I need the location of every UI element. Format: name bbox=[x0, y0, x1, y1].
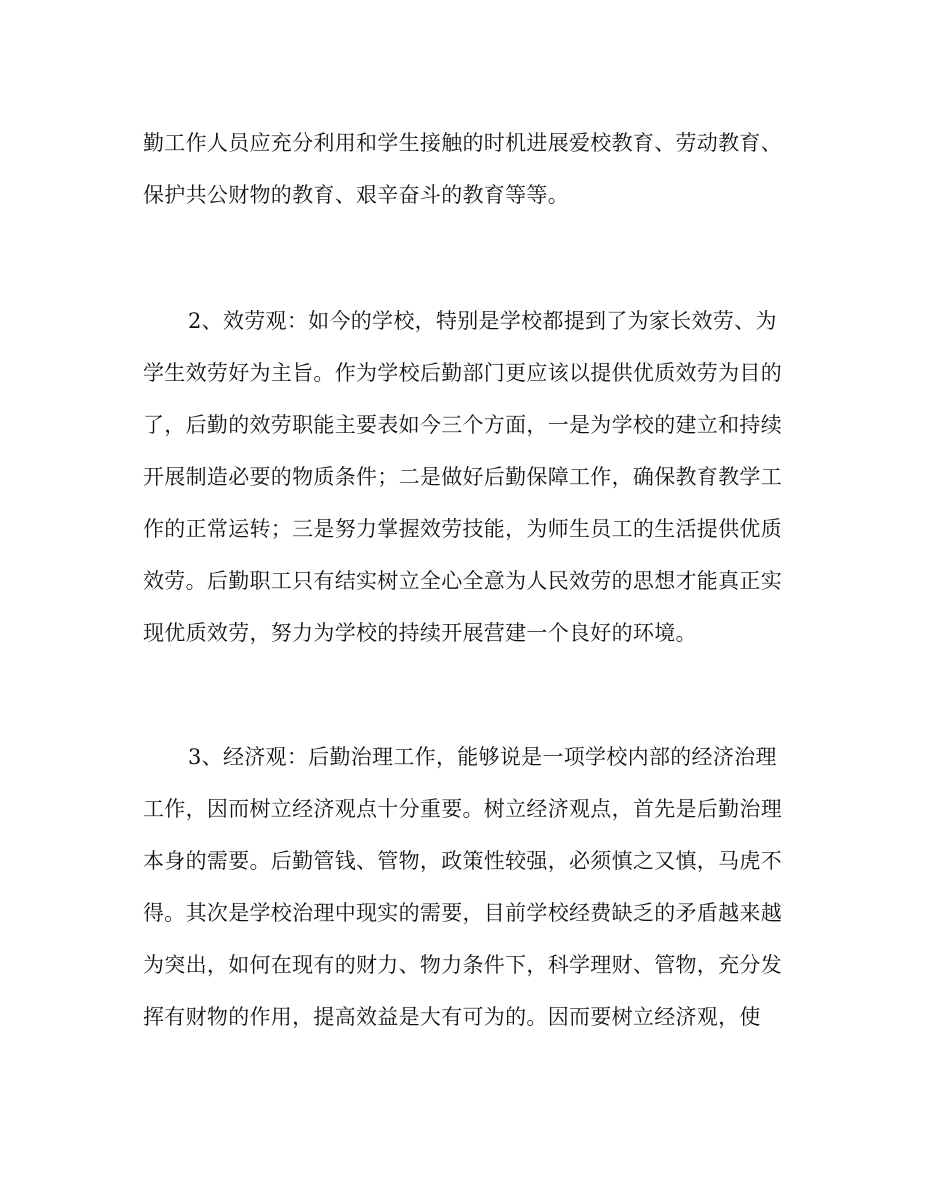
text-line: 挥有财物的作用，提高效益是大有可为的。因而要树立经济观，使 bbox=[143, 1005, 761, 1029]
text-line: 得。其次是学校治理中现实的需要，目前学校经费缺乏的矛盾越来越 bbox=[143, 901, 782, 925]
text-line: 保护共公财物的教育、艰辛奋斗的教育等等。 bbox=[143, 183, 569, 207]
text-line: 开展制造必要的物质条件；二是做好后勤保障工作，确保教育教学工 bbox=[143, 465, 782, 489]
text-line: 工作，因而树立经济观点十分重要。树立经济观点，首先是后勤治理 bbox=[143, 797, 782, 821]
text-line: 2、效劳观：如今的学校，特别是学校都提到了为家长效劳、为 bbox=[188, 309, 777, 333]
text-line: 学生效劳好为主旨。作为学校后勤部门更应该以提供优质效劳为目的 bbox=[143, 361, 782, 385]
text-line: 3、经济观：后勤治理工作，能够说是一项学校内部的经济治理 bbox=[188, 745, 777, 769]
text-line: 本身的需要。后勤管钱、管物，政策性较强，必须慎之又慎，马虎不 bbox=[143, 849, 782, 873]
text-line: 了，后勤的效劳职能主要表如今三个方面，一是为学校的建立和持续 bbox=[143, 413, 782, 437]
text-line: 为突出，如何在现有的财力、物力条件下，科学理财、管物，充分发 bbox=[143, 953, 782, 977]
text-line: 效劳。后勤职工只有结实树立全心全意为人民效劳的思想才能真正实 bbox=[143, 569, 782, 593]
text-line: 作的正常运转；三是努力掌握效劳技能，为师生员工的生活提供优质 bbox=[143, 517, 782, 541]
text-line: 现优质效劳，努力为学校的持续开展营建一个良好的环境。 bbox=[143, 621, 697, 645]
text-line: 勤工作人员应充分利用和学生接触的时机进展爱校教育、劳动教育、 bbox=[143, 131, 782, 155]
